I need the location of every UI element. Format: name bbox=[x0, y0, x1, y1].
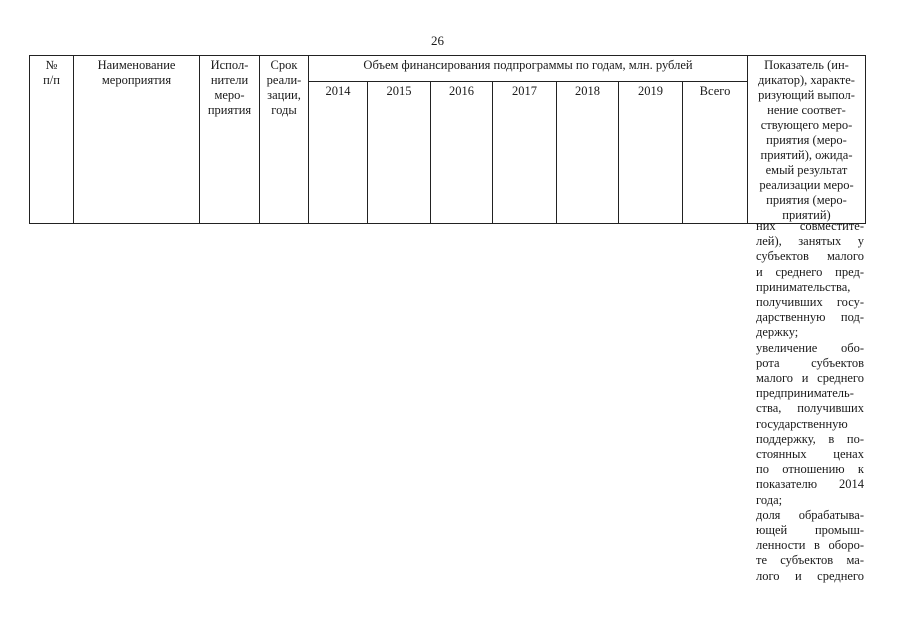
continuation-line: ленности в оборо- bbox=[756, 538, 864, 553]
col-indicator-header: Показатель (ин- дикатор), характе- ризующий выпол- нение соответ- ствующего меро- приятия (меро- приятий), ожида- емый результат реализации меро- приятия (меро- приятий) bbox=[748, 56, 866, 224]
continuation-line: держку; bbox=[756, 325, 799, 340]
continuation-line: увеличение обо- bbox=[756, 340, 864, 355]
page-number: 26 bbox=[431, 33, 444, 48]
continuation-line: предприниматель- bbox=[756, 386, 854, 401]
indicator-continuation-text bbox=[756, 219, 864, 584]
year-header-2014: 2014 bbox=[309, 82, 368, 224]
continuation-line: них совместите- bbox=[756, 219, 864, 233]
year-header-2019: 2019 bbox=[619, 82, 683, 224]
col-name-header: Наименование мероприятия bbox=[74, 56, 200, 224]
continuation-line: ства, получивших bbox=[756, 401, 864, 416]
year-header-2015: 2015 bbox=[368, 82, 431, 224]
continuation-line: по отношению к bbox=[756, 462, 864, 477]
continuation-line: дарственную под- bbox=[756, 310, 864, 325]
year-header-2016: 2016 bbox=[431, 82, 493, 224]
continuation-line: малого и среднего bbox=[756, 371, 864, 386]
continuation-line: рота субъектов bbox=[756, 355, 864, 370]
continuation-line: лей), занятых у bbox=[756, 234, 864, 249]
continuation-line: лого и среднего bbox=[756, 568, 864, 583]
total-header: Всего bbox=[683, 82, 748, 224]
col-term-header: Срок реали- зации, годы bbox=[260, 56, 309, 224]
year-header-2018: 2018 bbox=[557, 82, 619, 224]
year-header-2017: 2017 bbox=[493, 82, 557, 224]
continuation-line: года; bbox=[756, 492, 783, 507]
continuation-line: показателю 2014 bbox=[756, 477, 864, 492]
continuation-line: стоянных ценах bbox=[756, 447, 864, 462]
col-number-header: № п/п bbox=[30, 56, 74, 224]
col-financing-header: Объем финансирования подпрограммы по годам, млн. рублей bbox=[309, 56, 748, 82]
continuation-line: принимательства, bbox=[756, 279, 851, 294]
continuation-line: получивших госу- bbox=[756, 295, 864, 310]
col-executors-header: Испол- нители меро- приятия bbox=[200, 56, 260, 224]
continuation-line: доля обрабатыва- bbox=[756, 507, 864, 522]
continuation-line: государственную bbox=[756, 416, 848, 431]
continuation-line: поддержку, в по- bbox=[756, 431, 864, 446]
continuation-line: субъектов малого bbox=[756, 249, 864, 264]
continuation-line: те субъектов ма- bbox=[756, 553, 864, 568]
continuation-line: и среднего пред- bbox=[756, 264, 864, 279]
continuation-line: ющей промыш- bbox=[756, 523, 864, 538]
header-table bbox=[29, 55, 866, 224]
